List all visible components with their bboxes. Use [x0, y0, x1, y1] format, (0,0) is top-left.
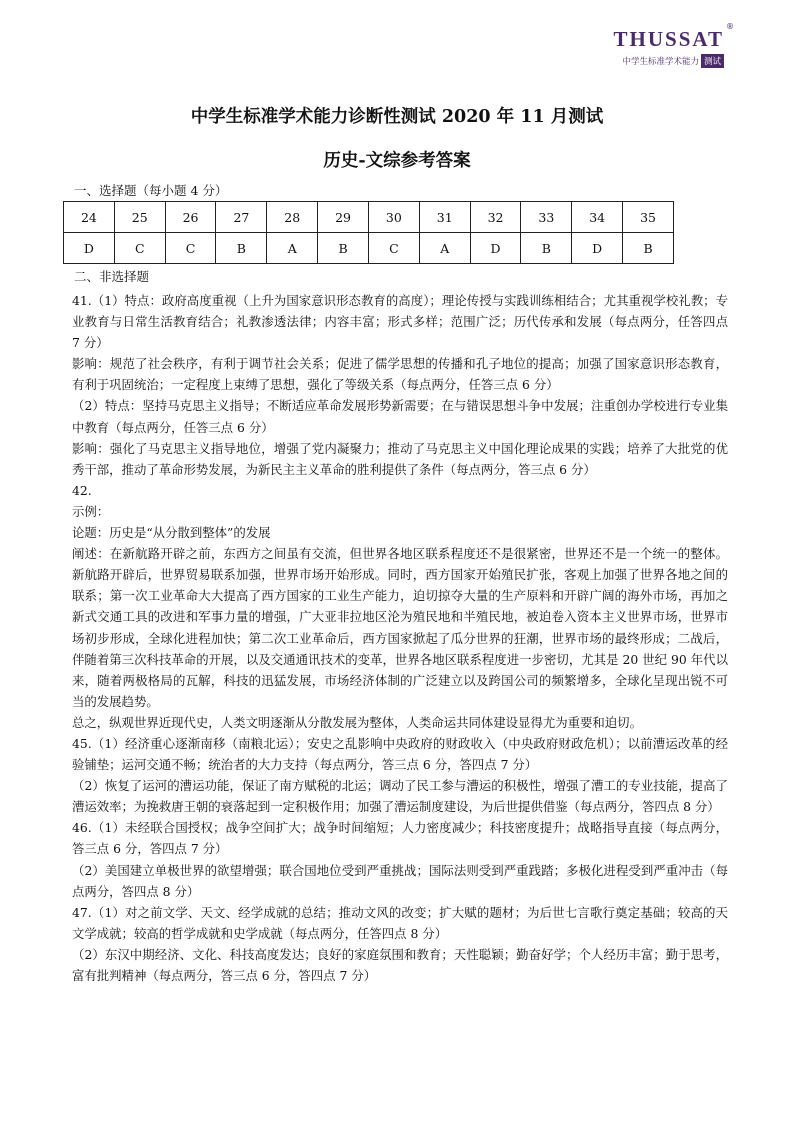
answer-paragraph: （2）恢复了运河的漕运功能，保证了南方赋税的北运；调动了民工参与漕运的积极性，增强了漕工的专业技能，提高了漕运效率；为挽救唐王朝的衰落起到一定积极作用；加强了漕运制度建设，为后世提供借鉴（每点两分，答四点 8 分）: [72, 778, 728, 815]
answer-cell: B: [521, 233, 572, 264]
page-subtitle: 历史-文综参考答案: [323, 151, 471, 171]
question-number-cell: 31: [419, 202, 470, 233]
answer-paragraph: 论题：历史是“从分散到整体”的发展: [72, 525, 271, 541]
thussat-logo: [584, 28, 724, 68]
answer-paragraph: 46.（1）未经联合国授权；战争空间扩大；战争时间缩短；人力密度减少；科技密度提升；战略指导直接（每点两分，答三点 6 分，答四点 7 分）: [72, 820, 728, 857]
answer-cell: A: [419, 233, 470, 264]
question-number-cell: 30: [368, 202, 419, 233]
answer-paragraph: 45.（1）经济重心逐渐南移（南粮北运）；安史之乱影响中央政府的财政收入（中央政府财政危机）；以前漕运改革的经验铺垫；运河交通不畅；统治者的大力支持（每点两分，答三点 6 分，答四点 7 分）: [72, 735, 728, 773]
question-number-cell: 25: [114, 202, 165, 233]
registered-mark: ®: [726, 22, 734, 31]
question-number-cell: 24: [64, 202, 115, 233]
question-number-cell: 34: [572, 202, 623, 233]
logo-wordmark: THUSSAT: [613, 27, 724, 51]
question-number-cell: 26: [165, 202, 216, 233]
section-heading-nonchoice: 二、非选择题: [74, 269, 150, 284]
answer-paragraph: 影响：规范了社会秩序，有利于调节社会关系；促进了儒学思想的传播和孔子地位的提高；加强了国家意识形态教育，有利于巩固统治；一定程度上束缚了思想，强化了等级关系（每点两分，任答三点 6 分）: [72, 356, 728, 393]
answer-paragraph: （2）特点：坚持马克思主义指导；不断适应革命发展形势新需要；在与错误思想斗争中发展；注重创办学校进行专业集中教育（每点两分，任答三点 6 分）: [72, 398, 728, 435]
answer-cell: A: [267, 233, 318, 264]
question-number-cell: 28: [267, 202, 318, 233]
answer-cell: C: [368, 233, 419, 264]
answer-paragraph: 影响：强化了马克思主义指导地位，增强了党内凝聚力；推动了马克思主义中国化理论成果的实践；培养了大批党的优秀干部，推动了革命形势发展，为新民主主义革命的胜利提供了条件（每点两分，答三点 6 分）: [72, 440, 728, 477]
question-number-cell: 32: [470, 202, 521, 233]
logo-sub-tag: 测试: [701, 54, 724, 68]
answer-cell: D: [470, 233, 521, 264]
answer-paragraph: 示例：: [72, 503, 110, 519]
answer-paragraph: （2）美国建立单极世界的欲望增强；联合国地位受到严重挑战；国际法则受到严重践踏；多极化进程受到严重冲击（每点两分，答四点 8 分）: [72, 862, 728, 899]
answer-table: [63, 201, 674, 264]
question-number-cell: 27: [216, 202, 267, 233]
answer-cell: C: [114, 233, 165, 264]
answer-table-answer-row: [64, 233, 674, 264]
answer-cell: D: [572, 233, 623, 264]
answer-paragraph: 阐述：在新航路开辟之前，东西方之间虽有交流，但世界各地区联系程度还不是很紧密，世界还不是一个统一的整体。新航路开辟后，世界贸易联系加强，世界市场开始形成。同时，西方国家开始殖民扩张，客观上加强了世界各地之间的联系；第一次工业革命大大提高了西方国家的工业生产能力，迫切掠夺大量的生产原料和开辟广阔的海外市场，再加之新式交通工具的改进和军事力量的增强，广大亚非拉地区沦为殖民地和半殖民地，被迫卷入资本主义世界市场，世界市场初步形成，全球化进程加快；第二次工业革命后，西方国家掀起了瓜分世界的狂潮，世界市场的最终形成；二战后，伴随着第三次科技革命的开展，以及交通通讯技术的变革，世界各地区联系程度进一步密切，尤其是 20 世纪 90 年代以来，随着两极格局的瓦解，科技的迅猛发展，市场经济体制的广泛建立以及跨国公司的频繁增多，全球化呈现出锐不可当的发展趋势。: [72, 546, 728, 709]
page-title: 中学生标准学术能力诊断性测试 2020 年 11 月测试: [190, 107, 604, 127]
answer-paragraph: 41.（1）特点：政府高度重视（上升为国家意识形态教育的高度）；理论传授与实践训练相结合；尤其重视学校礼教；专业教育与日常生活教育结合；礼教渗透法律；内容丰富；形式多样；范围广泛；历代传承和发展（每点两分，任答四点 7 分）: [72, 293, 728, 351]
answer-cell: D: [64, 233, 115, 264]
answer-cell: B: [318, 233, 369, 264]
answer-paragraph: 47.（1）对之前文学、天文、经学成就的总结；推动文风的改变；扩大赋的题材；为后世七言歌行奠定基础；较高的天文学成就；较高的哲学成就和史学成就（每点两分，任答四点 8 分）: [72, 904, 728, 941]
answer-paragraph: 42.: [72, 482, 92, 498]
question-number-cell: 33: [521, 202, 572, 233]
question-number-cell: 29: [318, 202, 369, 233]
answer-body: [72, 290, 728, 986]
answer-paragraph: （2）东汉中期经济、文化、科技高度发达；良好的家庭氛围和教育；天性聪颖；勤奋好学；个人经历丰富；勤于思考，富有批判精神（每点两分，答三点 6 分，答四点 7 分）: [72, 946, 728, 983]
logo-subtitle: [584, 54, 724, 68]
answer-table-number-row: [64, 202, 674, 233]
answer-cell: B: [216, 233, 267, 264]
answer-cell: B: [623, 233, 674, 264]
answer-cell: C: [165, 233, 216, 264]
section-heading-choice: 一、选择题（每小题 4 分）: [74, 183, 228, 198]
question-number-cell: 35: [623, 202, 674, 233]
logo-sub-text: 中学生标准学术能力: [622, 57, 699, 67]
answer-paragraph: 总之，纵观世界近现代史，人类文明逐渐从分散发展为整体，人类命运共同体建设显得尤为重要和迫切。: [72, 714, 642, 730]
